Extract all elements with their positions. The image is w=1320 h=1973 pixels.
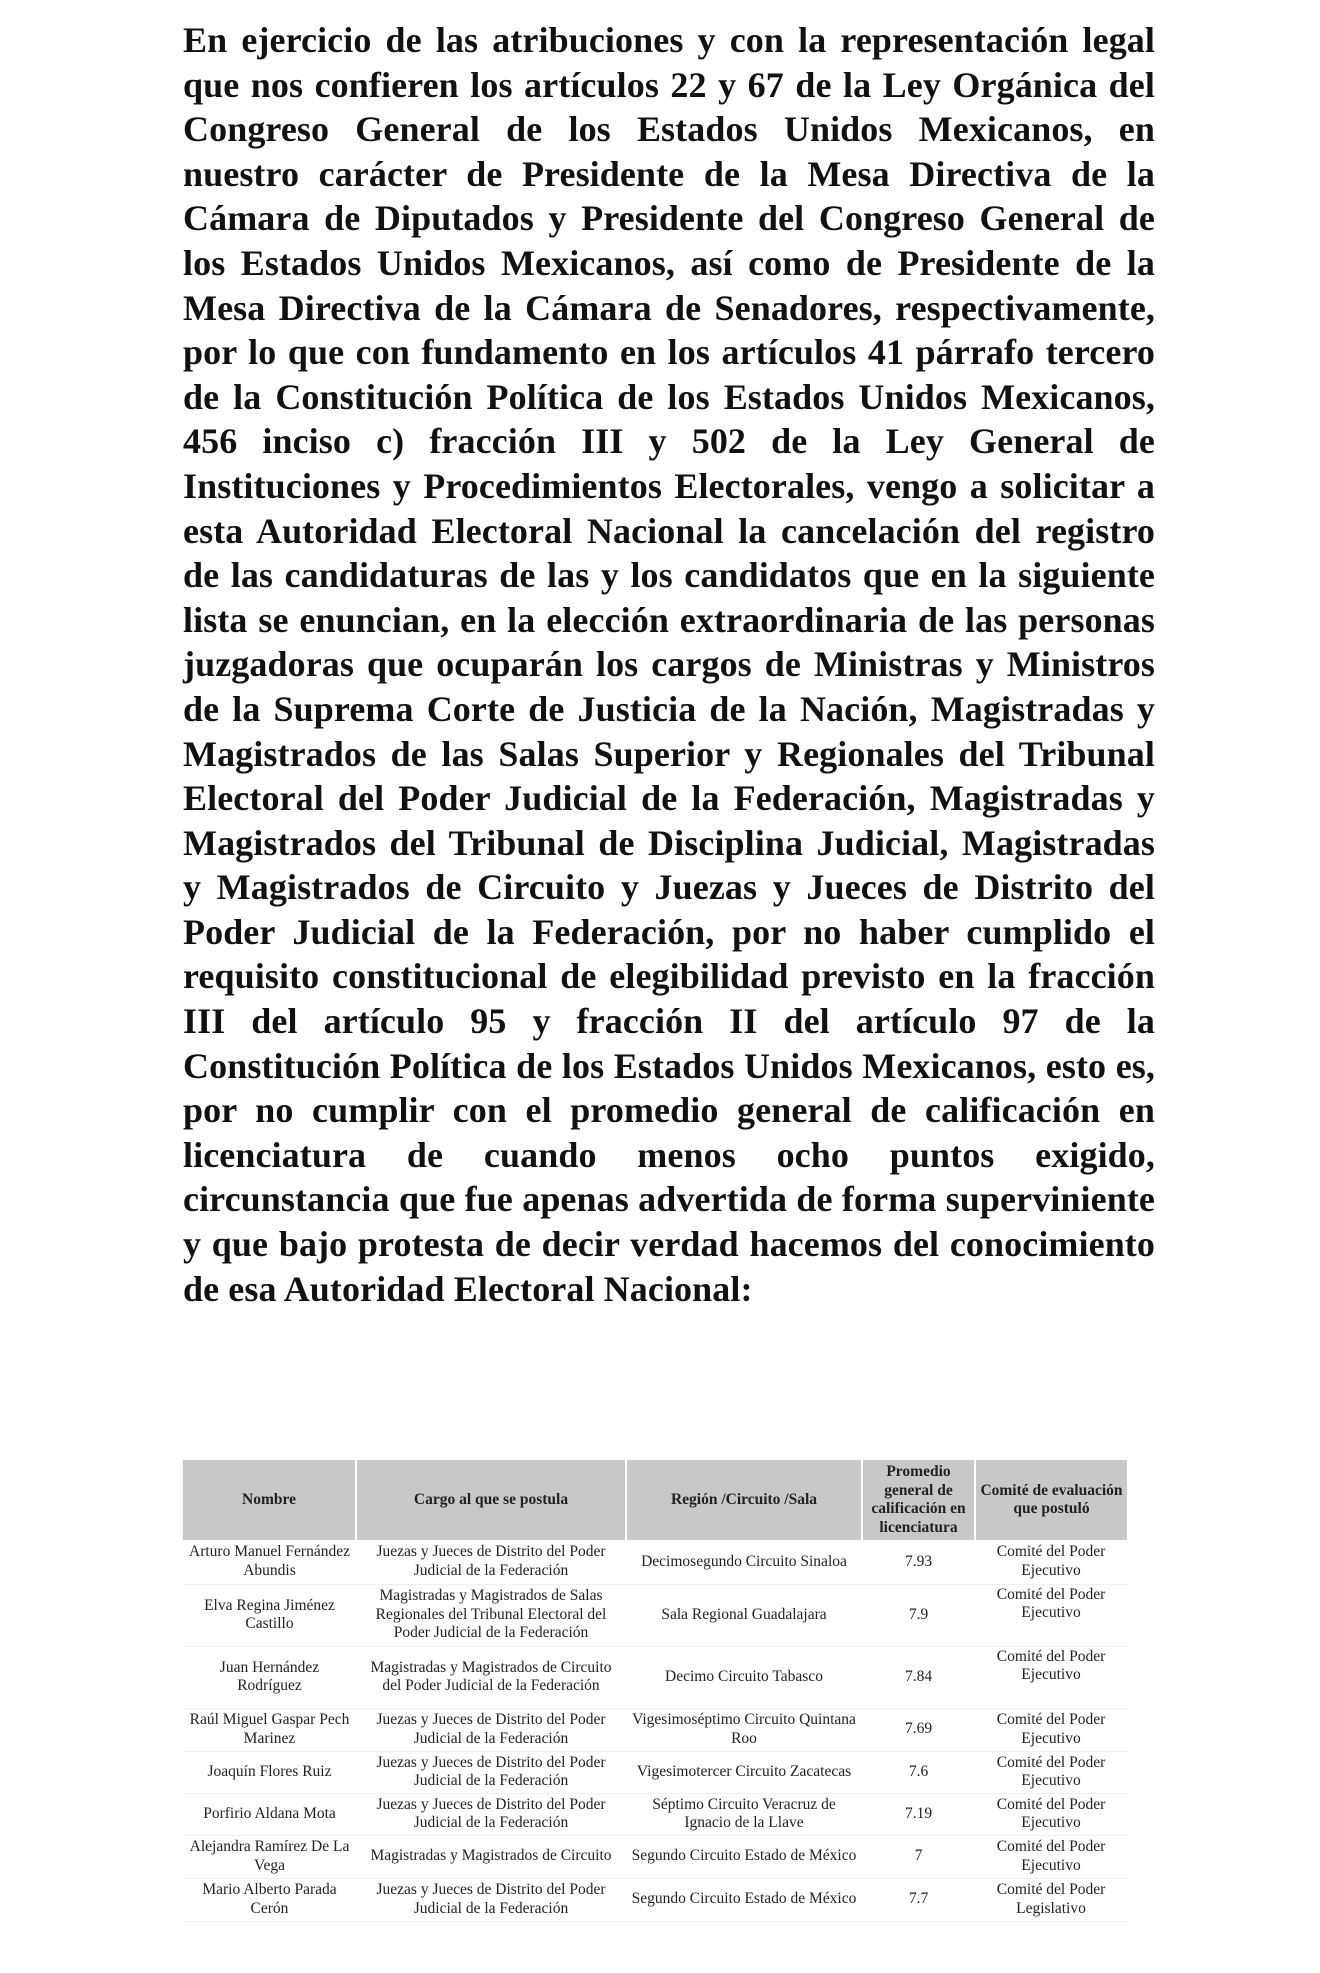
table-row (183, 1751, 1127, 1793)
cell-cargo: Magistradas y Magistrados de Circuito del Poder Judicial de la Federación (356, 1646, 626, 1708)
header-comite: Comité de evaluación que postuló (975, 1460, 1127, 1540)
table-row (183, 1878, 1127, 1921)
table-row (183, 1646, 1127, 1708)
cell-nombre: Alejandra Ramírez De La Vega (183, 1835, 356, 1878)
header-nombre: Nombre (183, 1460, 356, 1540)
cell-cargo: Juezas y Jueces de Distrito del Poder Judicial de la Federación (356, 1708, 626, 1751)
cell-nombre: Joaquín Flores Ruiz (183, 1751, 356, 1793)
table-row (183, 1540, 1127, 1584)
cell-region: Séptimo Circuito Veracruz de Ignacio de la Llave (626, 1793, 862, 1835)
table-row (183, 1708, 1127, 1751)
cell-comite: Comité del Poder Ejecutivo (975, 1835, 1127, 1878)
cell-promedio: 7.6 (862, 1751, 975, 1793)
cell-comite: Comité del Poder Ejecutivo (975, 1540, 1127, 1584)
cell-region: Decimo Circuito Tabasco (626, 1646, 862, 1708)
cell-comite: Comité del Poder Ejecutivo (975, 1751, 1127, 1793)
cell-promedio: 7.69 (862, 1708, 975, 1751)
cell-nombre: Mario Alberto Parada Cerón (183, 1878, 356, 1921)
table-row (183, 1835, 1127, 1878)
cell-region: Vigesimotercer Circuito Zacatecas (626, 1751, 862, 1793)
header-region: Región /Circuito /Sala (626, 1460, 862, 1540)
cell-promedio: 7.7 (862, 1878, 975, 1921)
cell-comite: Comité del Poder Legislativo (975, 1878, 1127, 1921)
cell-nombre: Elva Regina Jiménez Castillo (183, 1584, 356, 1646)
cell-cargo: Magistradas y Magistrados de Circuito (356, 1835, 626, 1878)
cell-region: Vigesimoséptimo Circuito Quintana Roo (626, 1708, 862, 1751)
cell-nombre: Arturo Manuel Fernández Abundis (183, 1540, 356, 1584)
cell-comite: Comité del Poder Ejecutivo (975, 1584, 1127, 1646)
request-paragraph: En ejercicio de las atribuciones y con la representación legal que nos confieren los artículos 22 y 67 de la Ley Orgánica del Congreso General de los Estados Unidos Mexicanos, en nuestro carácter de Presidente de la Mesa Directiva de la Cámara de Diputados y Presidente del Congreso General de los Estados Unidos Mexicanos, así como de Presidente de la Mesa Directiva de la Cámara de Senadores, respectivamente, por lo que con fundamento en los artículos 41 párrafo tercero de la Constitución Política de los Estados Unidos Mexicanos, 456 inciso c) fracción III y 502 de la Ley General de Instituciones y Procedimientos Electorales, vengo a solicitar a esta Autoridad Electoral Nacional la cancelación del registro de las candidaturas de las y los candidatos que en la siguiente lista se enuncian, en la elección extraordinaria de las personas juzgadoras que ocuparán los cargos de Ministras y Ministros de la Suprema Corte de Justicia de la Nación, Magistradas y Magistrados de las Salas Superior y Regionales del Tribunal Electoral del Poder Judicial de la Federación, Magistradas y Magistrados del Tribunal de Disciplina Judicial, Magistradas y Magistrados de Circuito y Juezas y Jueces de Distrito del Poder Judicial de la Federación, por no haber cumplido el requisito constitucional de elegibilidad previsto en la fracción III del artículo 95 y fracción II del artículo 97 de la Constitución Política de los Estados Unidos Mexicanos, esto es, por no cumplir con el promedio general de calificación en licenciatura de cuando menos ocho puntos exigido, circunstancia que fue apenas advertida de forma superviniente y que bajo protesta de decir verdad hacemos del conocimiento de esa Autoridad Electoral Nacional: (183, 20, 1155, 1309)
cell-promedio: 7.19 (862, 1793, 975, 1835)
cell-cargo: Juezas y Jueces de Distrito del Poder Judicial de la Federación (356, 1878, 626, 1921)
cell-cargo: Juezas y Jueces de Distrito del Poder Judicial de la Federación (356, 1751, 626, 1793)
cell-promedio: 7.84 (862, 1646, 975, 1708)
cell-nombre: Raúl Miguel Gaspar Pech Marinez (183, 1708, 356, 1751)
cell-region: Segundo Circuito Estado de México (626, 1835, 862, 1878)
cell-region: Segundo Circuito Estado de México (626, 1878, 862, 1921)
cell-promedio: 7 (862, 1835, 975, 1878)
cell-promedio: 7.9 (862, 1584, 975, 1646)
header-cargo: Cargo al que se postula (356, 1460, 626, 1540)
cell-cargo: Juezas y Jueces de Distrito del Poder Judicial de la Federación (356, 1540, 626, 1584)
cell-promedio: 7.93 (862, 1540, 975, 1584)
cell-cargo: Juezas y Jueces de Distrito del Poder Judicial de la Federación (356, 1793, 626, 1835)
cell-cargo: Magistradas y Magistrados de Salas Regionales del Tribunal Electoral del Poder Judicial de la Federación (356, 1584, 626, 1646)
candidates-table (183, 1460, 1127, 1922)
cell-nombre: Juan Hernández Rodríguez (183, 1646, 356, 1708)
cell-nombre: Porfirio Aldana Mota (183, 1793, 356, 1835)
cell-comite: Comité del Poder Ejecutivo (975, 1793, 1127, 1835)
cell-comite: Comité del Poder Ejecutivo (975, 1708, 1127, 1751)
table-header-row (183, 1460, 1127, 1540)
header-promedio: Promedio general de calificación en licenciatura (862, 1460, 975, 1540)
table-row (183, 1584, 1127, 1646)
cell-region: Sala Regional Guadalajara (626, 1584, 862, 1646)
table-row (183, 1793, 1127, 1835)
cell-comite: Comité del Poder Ejecutivo (975, 1646, 1127, 1708)
cell-region: Decimosegundo Circuito Sinaloa (626, 1540, 862, 1584)
